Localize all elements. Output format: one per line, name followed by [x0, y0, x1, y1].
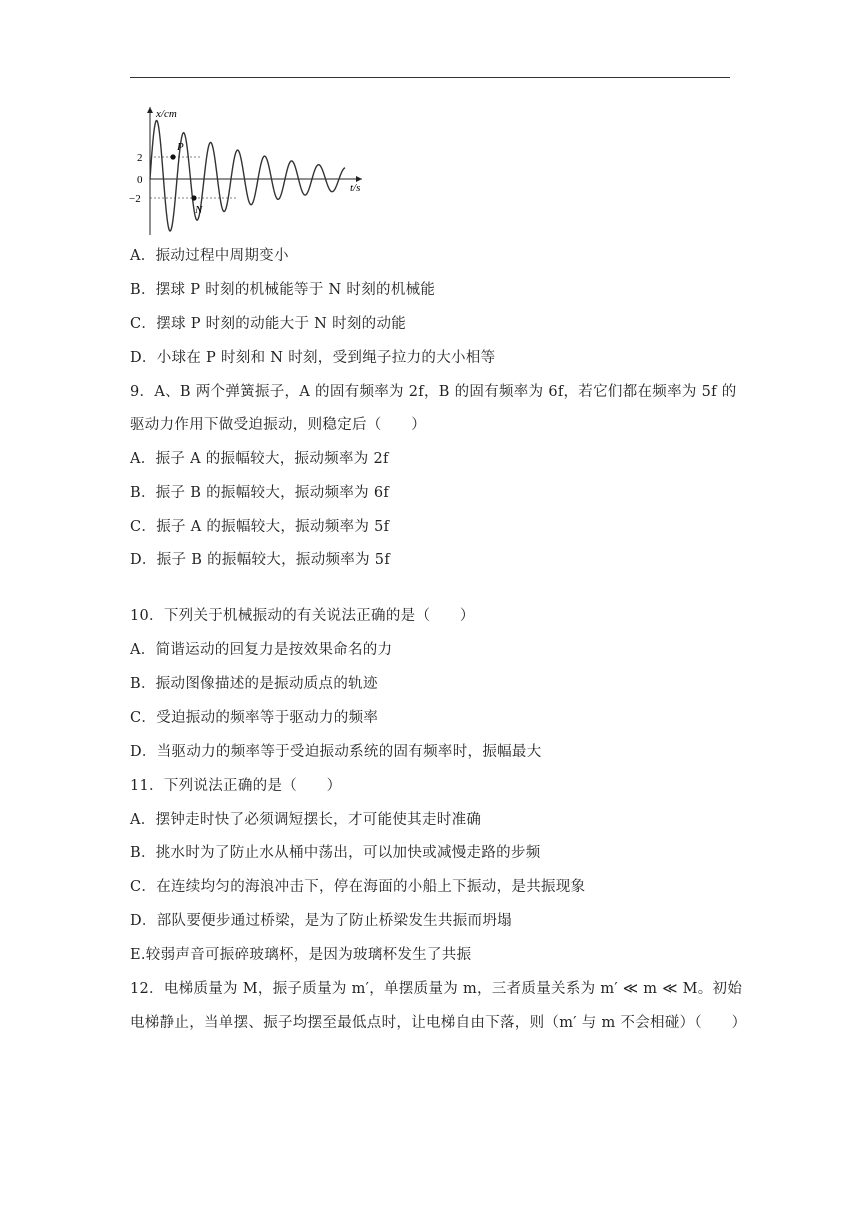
- q10-option-a: A．简谐运动的回复力是按效果命名的力: [130, 642, 393, 658]
- q8-option-d: D．小球在 P 时刻和 N 时刻，受到绳子拉力的大小相等: [130, 350, 496, 366]
- q9-option-a: A．振子 A 的振幅较大，振动频率为 2f: [130, 451, 389, 467]
- q12-stem-line2: 电梯静止，当单摆、振子均摆至最低点时，让电梯自由下落，则（m′ 与 m 不会相碰）（ ）: [130, 1015, 747, 1031]
- q9-option-c: C．振子 A 的振幅较大，振动频率为 5f: [130, 519, 390, 535]
- point-p-label: P: [177, 141, 184, 153]
- q11-option-e: E.较弱声音可振碎玻璃杯，是因为玻璃杯发生了共振: [130, 947, 472, 963]
- point-n-label: N: [195, 204, 203, 216]
- q11-stem: 11．下列说法正确的是（ ）: [130, 778, 342, 794]
- q9-stem-line2: 驱动力作用下做受迫振动，则稳定后（ ）: [130, 417, 426, 433]
- q10-stem: 10．下列关于机械振动的有关说法正确的是（ ）: [130, 608, 475, 624]
- point-n-marker: [191, 195, 196, 200]
- q8-option-c: C．摆球 P 时刻的动能大于 N 时刻的动能: [130, 316, 407, 332]
- tick-label-2: 2: [137, 152, 143, 164]
- q9-option-b: B．振子 B 的振幅较大，振动频率为 6f: [130, 485, 390, 501]
- q11-option-d: D．部队要便步通过桥梁，是为了防止桥梁发生共振而坍塌: [130, 913, 512, 929]
- q11-option-c: C．在连续均匀的海浪冲击下，停在海面的小船上下振动，是共振现象: [130, 879, 586, 895]
- tick-label-neg2: −2: [129, 193, 141, 205]
- header-rule: [130, 77, 730, 78]
- vibration-graph: [128, 103, 368, 238]
- q12-stem-line1: 12．电梯质量为 M，振子质量为 m′，单摆质量为 m，三者质量关系为 m′ ≪ m ≪ M。初始: [130, 981, 743, 997]
- q11-option-a: A．摆钟走时快了必须调短摆长，才可能使其走时准确: [130, 812, 482, 828]
- x-axis-label: t/s: [350, 182, 361, 194]
- q9-stem-line1: 9．A、B 两个弹簧振子，A 的固有频率为 2f，B 的固有频率为 6f，若它们都在频率为 5f 的: [130, 384, 737, 400]
- q10-option-d: D．当驱动力的频率等于受迫振动系统的固有频率时，振幅最大: [130, 744, 542, 760]
- q10-option-b: B．振动图像描述的是振动质点的轨迹: [130, 676, 378, 692]
- q8-option-a: A．振动过程中周期变小: [130, 248, 289, 264]
- y-axis-label: x/cm: [156, 108, 177, 120]
- damped-wave-curve: [150, 121, 345, 231]
- tick-label-0: 0: [137, 174, 143, 186]
- q9-option-d: D．振子 B 的振幅较大，振动频率为 5f: [130, 552, 390, 568]
- q8-option-b: B．摆球 P 时刻的机械能等于 N 时刻的机械能: [130, 282, 436, 298]
- point-p-marker: [170, 154, 175, 159]
- q10-option-c: C．受迫振动的频率等于驱动力的频率: [130, 710, 379, 726]
- q11-option-b: B．挑水时为了防止水从桶中荡出，可以加快或减慢走路的步频: [130, 845, 541, 861]
